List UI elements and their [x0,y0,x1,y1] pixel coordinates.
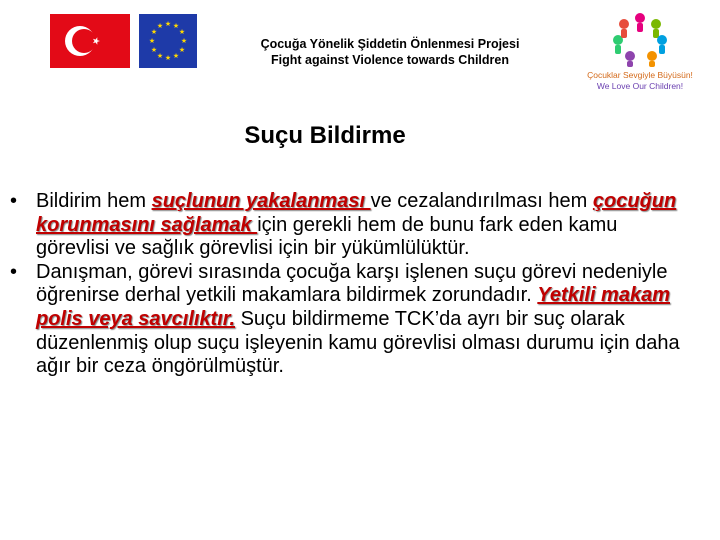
svg-text:★: ★ [150,28,158,36]
bullet-text: Danışman, görevi sırasında çocuğa karşı işlenen suçu görevi nedeniyle öğrenirse derhal yetkili makamlara bildirmek zorundadır. [36,260,668,307]
emphasis-text: suçlunun yakalanması [151,190,371,212]
bullet-item [10,190,690,261]
bullet-text: Suçu bildirmeme TCK’da ayrı bir suç olarak düzenlenmiş olup suçu işleyenin kamu görevlisi olması durumu için daha ağır bir ceza öngörülmüştür. [36,307,680,378]
project-title-tr: Çocuğa Yönelik Şiddetin Önlenmesi Projesi [260,37,520,51]
svg-text:★: ★ [156,52,164,60]
svg-text:★: ★ [148,37,156,45]
logo-tagline-tr: Çocuklar Sevgiyle Büyüsün! [587,70,693,80]
project-header [210,36,570,68]
eu-stars-icon [139,14,197,68]
svg-text:★: ★ [156,22,164,30]
slide-title: Suçu Bildirme [244,122,406,149]
logo-tagline [565,70,715,92]
turkey-flag [50,14,130,68]
bullet-item [10,261,690,379]
bullet-dot-icon: • [10,190,18,212]
svg-text:★: ★ [178,28,186,36]
bullet-text: Bildirim hem [36,190,152,212]
children-circle-icon [610,12,670,68]
svg-text:★: ★ [178,46,186,54]
svg-text:★: ★ [172,22,180,30]
bullet-text: ve cezalandırılması hem [370,190,593,212]
emphasis-text: Yetkili makam polis veya savcılıktır. [36,284,670,330]
children-logo [610,12,670,68]
logo-tagline-en: We Love Our Children! [596,81,684,91]
svg-text:★: ★ [150,46,158,54]
svg-text:★: ★ [172,52,180,60]
crescent-star-icon [50,14,130,68]
eu-flag [139,14,197,68]
svg-text:★: ★ [164,54,172,62]
svg-text:★: ★ [164,20,172,28]
svg-text:★: ★ [180,37,188,45]
bullet-dot-icon: • [10,260,18,283]
bullet-text: için gerekli hem de bunu fark eden kamu görevlisi ve sağlık görevlisi için bir yükümlülüktür. [36,213,618,260]
emphasis-text: çocuğun korunmasını sağlamak [36,190,677,236]
project-title-en: Fight against Violence towards Children [270,53,509,67]
bullet-list [10,190,690,379]
